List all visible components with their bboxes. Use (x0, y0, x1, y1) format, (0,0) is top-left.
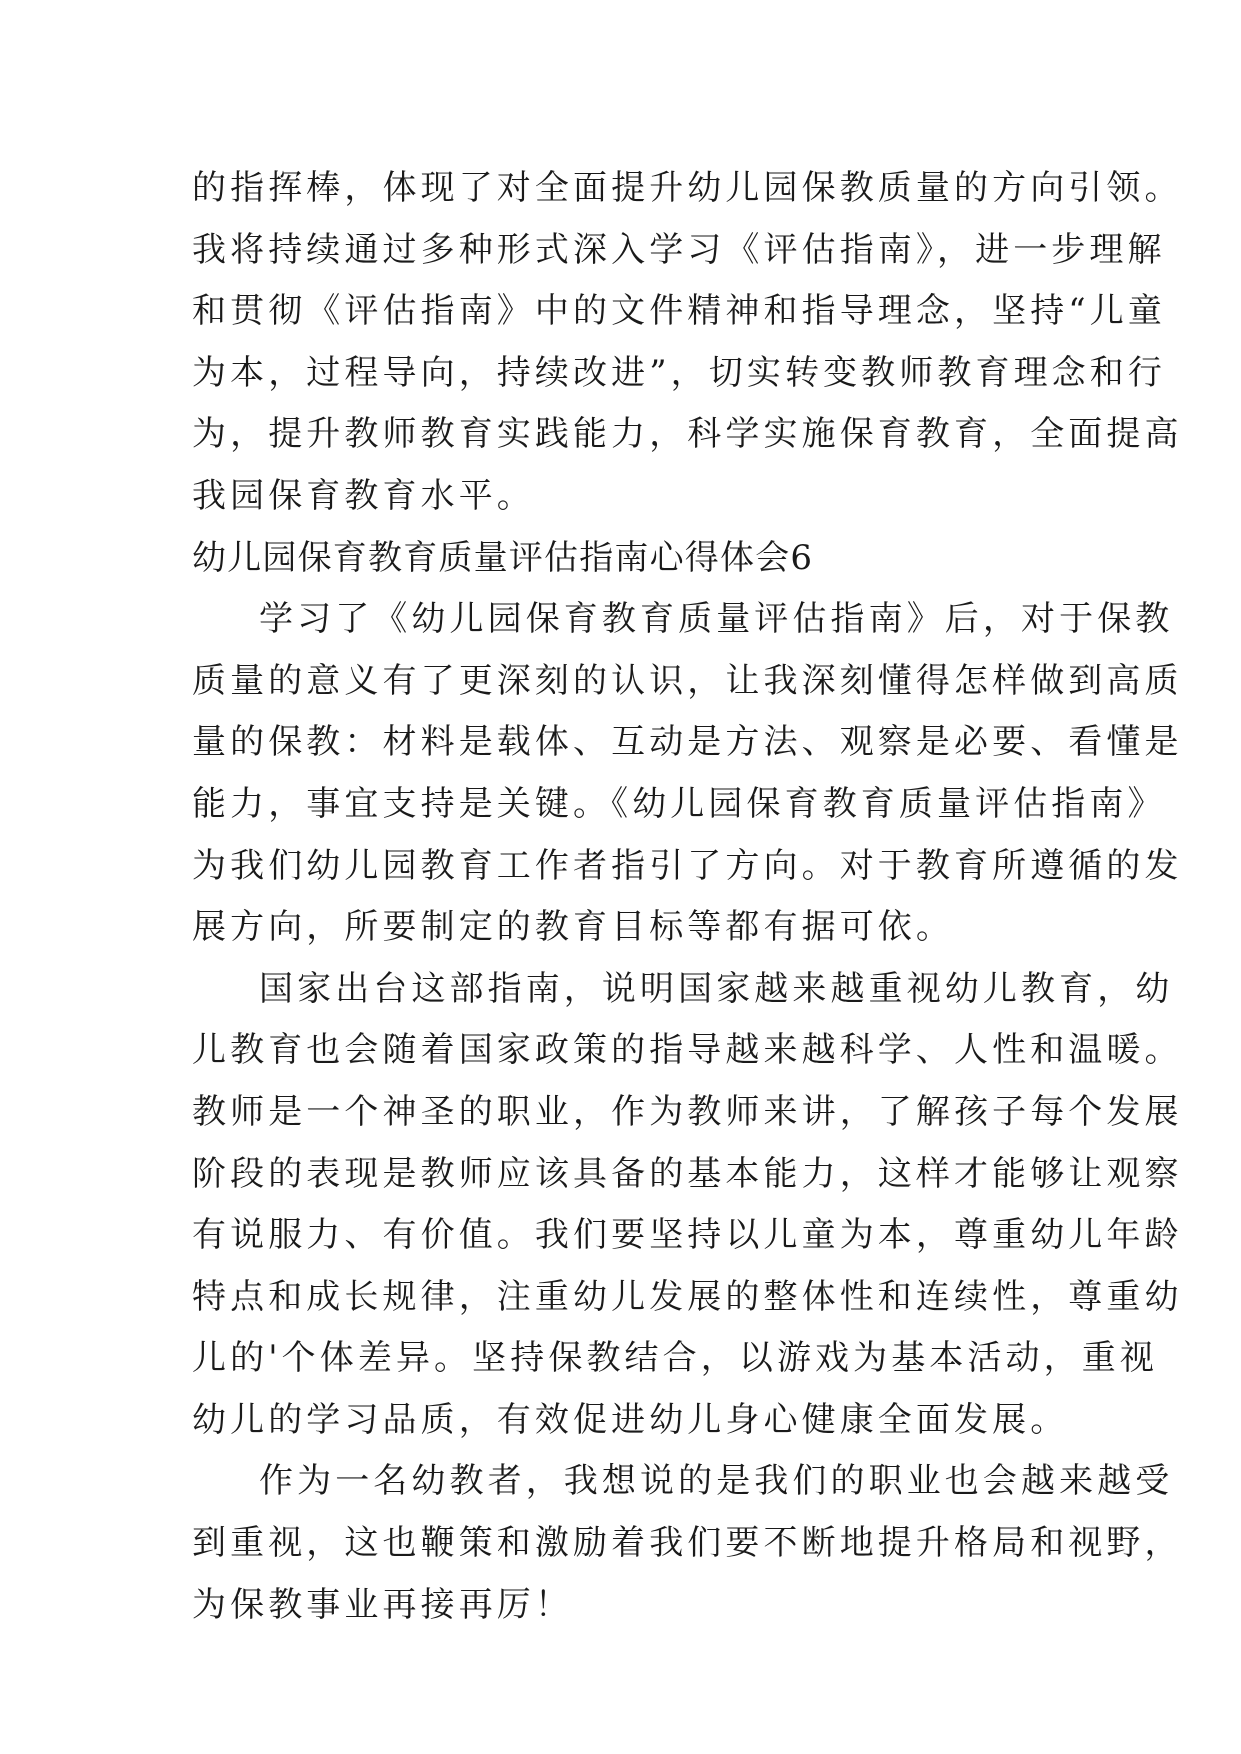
paragraph-2 (192, 959, 1183, 1452)
text-line: 为我们幼儿园教育工作者指引了方向。对于教育所遵循的发 (192, 845, 1183, 886)
text-line: 和贯彻《评估指南》中的文件精神和指导理念，坚持“儿童 (192, 291, 1166, 332)
paragraph-1 (192, 589, 1183, 959)
text-line: 为本，过程导向，持续改进”，切实转变教师教育理念和行 (192, 352, 1166, 393)
text-line: 儿教育也会随着国家政策的指导越来越科学、人性和温暖。 (192, 1030, 1183, 1071)
text-line: 学习了《幼儿园保育教育质量评估指南》后，对于保教 (259, 599, 1174, 640)
text-line: 国家出台这部指南，说明国家越来越重视幼儿教育，幼 (259, 968, 1174, 1009)
text-line: 质量的意义有了更深刻的认识，让我深刻懂得怎样做到高质 (192, 660, 1183, 701)
section-heading: 幼儿园保育教育质量评估指南心得体会6 (192, 537, 814, 578)
text-line: 为，提升教师教育实践能力，科学实施保育教育，全面提高 (192, 414, 1183, 455)
text-line: 量的保教：材料是载体、互动是方法、观察是必要、看懂是 (192, 722, 1183, 763)
text-line: 我园保育教育水平。 (192, 475, 535, 516)
text-line: 儿的'个体差异。坚持保教结合，以游戏为基本活动，重视 (192, 1338, 1158, 1379)
text-line: 特点和成长规律，注重幼儿发展的整体性和连续性，尊重幼 (192, 1276, 1183, 1317)
text-line: 教师是一个神圣的职业，作为教师来讲，了解孩子每个发展 (192, 1091, 1183, 1132)
paragraph-3 (192, 1451, 1183, 1636)
text-line: 能力，事宜支持是关键。《幼儿园保育教育质量评估指南》 (192, 783, 1166, 824)
text-line: 幼儿的学习品质，有效促进幼儿身心健康全面发展。 (192, 1399, 1069, 1440)
text-line: 阶段的表现是教师应该具备的基本能力，这样才能够让观察 (192, 1153, 1183, 1194)
text-line: 作为一名幼教者，我想说的是我们的职业也会越来越受 (259, 1461, 1174, 1502)
text-line: 展方向，所要制定的教育目标等都有据可依。 (192, 907, 954, 948)
text-line: 为保教事业再接再厉！ (192, 1584, 573, 1625)
text-line: 有说服力、有价值。我们要坚持以儿童为本，尊重幼儿年龄 (192, 1215, 1183, 1256)
text-line: 到重视，这也鞭策和激励着我们要不断地提升格局和视野， (192, 1523, 1183, 1564)
paragraph-continuation (192, 158, 1183, 528)
text-line: 的指挥棒，体现了对全面提升幼儿园保教质量的方向引领。 (192, 168, 1183, 208)
text-line: 我将持续通过多种形式深入学习《评估指南》，进一步理解 (192, 229, 1166, 270)
document-body (192, 158, 1183, 1636)
